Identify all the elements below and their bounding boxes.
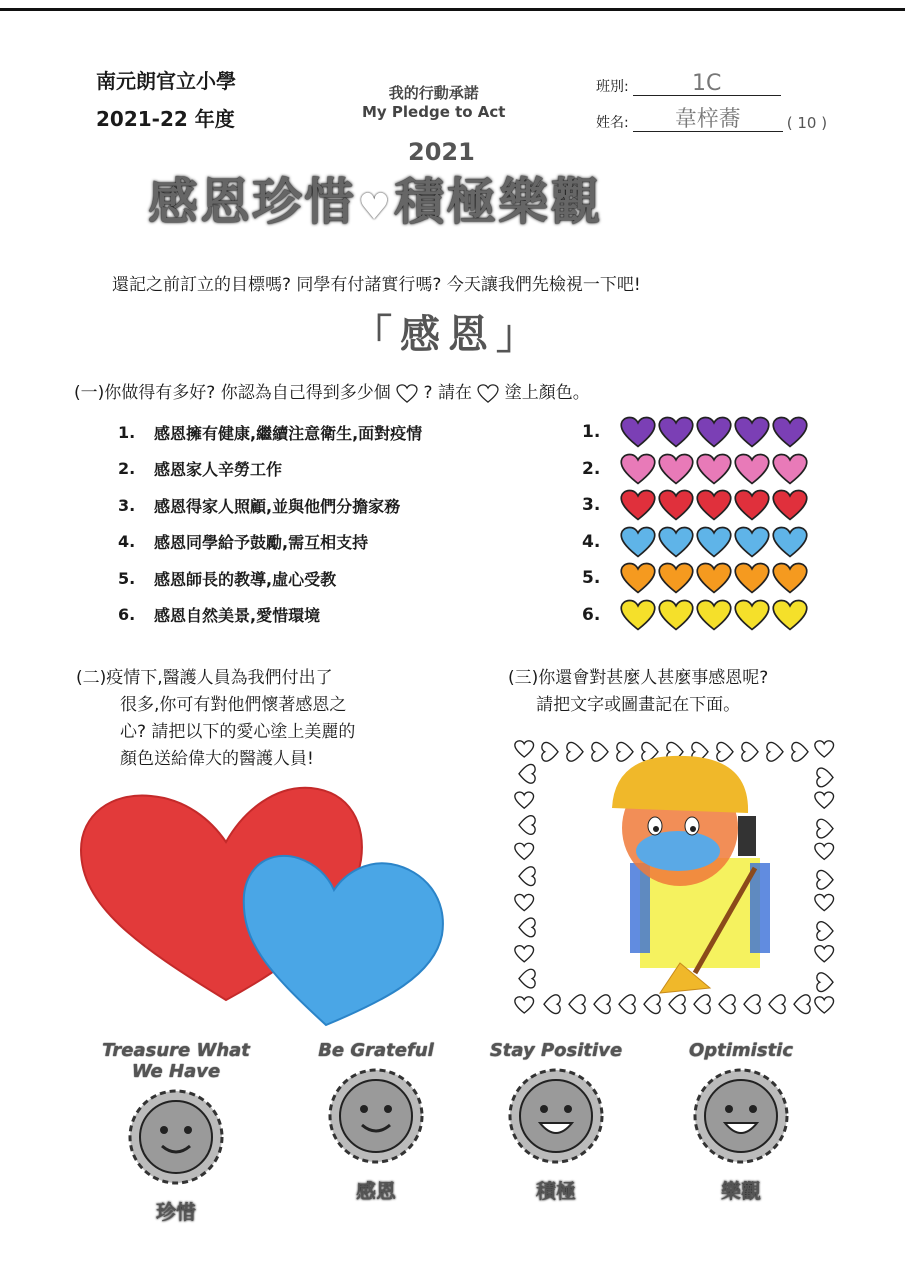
section-title: 「感恩」 (352, 312, 544, 358)
badge-motto: Stay Positive (489, 1040, 623, 1061)
banner-year: 2021 (408, 138, 475, 166)
rating-heart-icon[interactable] (732, 562, 772, 594)
rating-heart-icon[interactable] (618, 416, 658, 448)
outline-heart-icon (396, 383, 418, 403)
rating-heart-icon[interactable] (694, 599, 734, 631)
rating-number: 1. (582, 422, 601, 443)
item-number: 4. (118, 532, 136, 552)
rating-heart-icon[interactable] (732, 416, 772, 448)
banner-part1: 感恩珍惜 (148, 173, 356, 231)
sun-face-icon (496, 1061, 616, 1171)
badge (296, 1040, 456, 1204)
rating-heart-icon[interactable] (770, 416, 810, 448)
rating-heart-icon[interactable] (694, 416, 734, 448)
badge (86, 1040, 266, 1225)
rating-heart-icon[interactable] (694, 562, 734, 594)
rating-heart-icon[interactable] (656, 453, 696, 485)
rating-heart-icon[interactable] (656, 416, 696, 448)
school-header (96, 62, 236, 138)
rating-heart-icon[interactable] (618, 526, 658, 558)
list-item (118, 414, 422, 451)
rating-heart-icon[interactable] (618, 562, 658, 594)
question-2 (76, 665, 355, 773)
colored-hearts (76, 780, 456, 1040)
rating-heart-icon[interactable] (656, 526, 696, 558)
badge-caption: 積極 (536, 1179, 576, 1203)
heart-icon: ♥ (358, 187, 393, 228)
rating-heart-icon[interactable] (732, 453, 772, 485)
q2-line: 心? 請把以下的愛心塗上美麗的 (120, 722, 356, 742)
rating-row (582, 597, 808, 634)
rating-number: 6. (582, 604, 601, 625)
rating-row (582, 487, 808, 524)
item-label: 感恩自然美景,愛惜環境 (154, 606, 321, 626)
list-item (118, 524, 422, 561)
rating-heart-icon[interactable] (770, 599, 810, 631)
q1-text-b: ? 請在 (423, 383, 472, 403)
rating-row (582, 524, 808, 561)
gratitude-items (118, 414, 422, 633)
pledge-en: My Pledge to Act (362, 103, 506, 121)
question-3 (508, 665, 768, 719)
banner-part2: 積極樂觀 (394, 173, 603, 231)
list-item (118, 597, 422, 634)
school-year: 2021-22 年度 (96, 107, 235, 131)
heart-ratings (582, 414, 808, 633)
sun-face-icon (116, 1082, 236, 1192)
rating-row (582, 451, 808, 488)
rating-heart-icon[interactable] (694, 453, 734, 485)
name-value[interactable]: 韋梓蕎 (633, 109, 783, 132)
item-label: 感恩家人辛勞工作 (154, 460, 283, 480)
rating-heart-icon[interactable] (656, 489, 696, 521)
value-badges (86, 1040, 826, 1250)
q1-text-c: 塗上顏色。 (504, 383, 590, 403)
item-number: 3. (118, 495, 136, 515)
badge (476, 1040, 636, 1204)
rating-number: 2. (582, 458, 601, 479)
intro-text: 還記之前訂立的目標嗎? 同學有付諸實行嗎? 今天讓我們先檢視一下吧! (112, 275, 641, 295)
q2-line: 顏色送給偉大的醫護人員! (120, 749, 314, 769)
rating-number: 5. (582, 568, 601, 589)
badge-caption: 樂觀 (721, 1179, 761, 1203)
question-1 (74, 378, 590, 403)
rating-row (582, 414, 808, 451)
class-value[interactable]: 1C (633, 73, 781, 96)
rating-number: 3. (582, 495, 601, 516)
item-number: 5. (118, 568, 136, 588)
rating-heart-icon[interactable] (618, 599, 658, 631)
rating-heart-icon[interactable] (732, 599, 772, 631)
rating-heart-icon[interactable] (656, 599, 696, 631)
badge-motto: Optimistic (688, 1040, 794, 1061)
q3-line: 請把文字或圖畫記在下面。 (536, 695, 741, 715)
rating-row (582, 560, 808, 597)
list-item (118, 560, 422, 597)
item-number: 2. (118, 459, 136, 479)
rating-heart-icon[interactable] (732, 526, 772, 558)
pledge-zh: 我的行動承諾 (388, 84, 479, 102)
rating-heart-icon[interactable] (618, 453, 658, 485)
blue-heart[interactable] (244, 856, 443, 1025)
item-number: 6. (118, 605, 136, 625)
item-label: 感恩同學給予鼓勵,需互相支持 (154, 533, 369, 553)
list-item (118, 451, 422, 488)
rating-number: 4. (582, 531, 601, 552)
rating-heart-icon[interactable] (770, 526, 810, 558)
rating-heart-icon[interactable] (770, 453, 810, 485)
student-fields (596, 60, 827, 132)
rating-heart-icon[interactable] (770, 562, 810, 594)
class-label: 班別: (596, 79, 629, 95)
rating-heart-icon[interactable] (732, 489, 772, 521)
q2-line: 很多,你可有對他們懷著感恩之 (120, 695, 347, 715)
rating-heart-icon[interactable] (694, 526, 734, 558)
rating-heart-icon[interactable] (656, 562, 696, 594)
q3-line: (三)你還會對甚麼人甚麼事感恩呢? (508, 668, 769, 688)
badge-caption: 感恩 (356, 1179, 396, 1203)
student-drawing (612, 756, 770, 993)
item-label: 感恩師長的教導,虛心受教 (154, 569, 337, 589)
rating-heart-icon[interactable] (770, 489, 810, 521)
badge-caption: 珍惜 (156, 1200, 196, 1224)
badge-motto: Treasure What We Have (102, 1040, 250, 1082)
q1-text-a: (一)你做得有多好? 你認為自己得到多少個 (74, 383, 391, 403)
rating-heart-icon[interactable] (618, 489, 658, 521)
name-label: 姓名: (596, 115, 629, 131)
class-number[interactable]: ( 10 ) (786, 114, 828, 132)
badge-motto: Be Grateful (318, 1040, 434, 1061)
school-name: 南元朗官立小學 (96, 69, 236, 93)
list-item (118, 487, 422, 524)
outline-heart-icon (477, 383, 499, 403)
theme-banner (148, 162, 602, 234)
pledge-title (362, 84, 505, 122)
top-border (0, 8, 905, 11)
sun-face-icon (681, 1061, 801, 1171)
name-field[interactable] (596, 96, 827, 132)
rating-heart-icon[interactable] (694, 489, 734, 521)
item-label: 感恩得家人照顧,並與他們分擔家務 (154, 496, 401, 516)
class-field[interactable] (596, 60, 827, 96)
item-number: 1. (118, 422, 136, 442)
item-label: 感恩擁有健康,繼續注意衛生,面對疫情 (154, 423, 423, 443)
q2-line: (二)疫情下,醫護人員為我們付出了 (76, 668, 333, 688)
badge (661, 1040, 821, 1204)
sun-face-icon (316, 1061, 436, 1171)
drawing-frame[interactable] (510, 738, 840, 1018)
